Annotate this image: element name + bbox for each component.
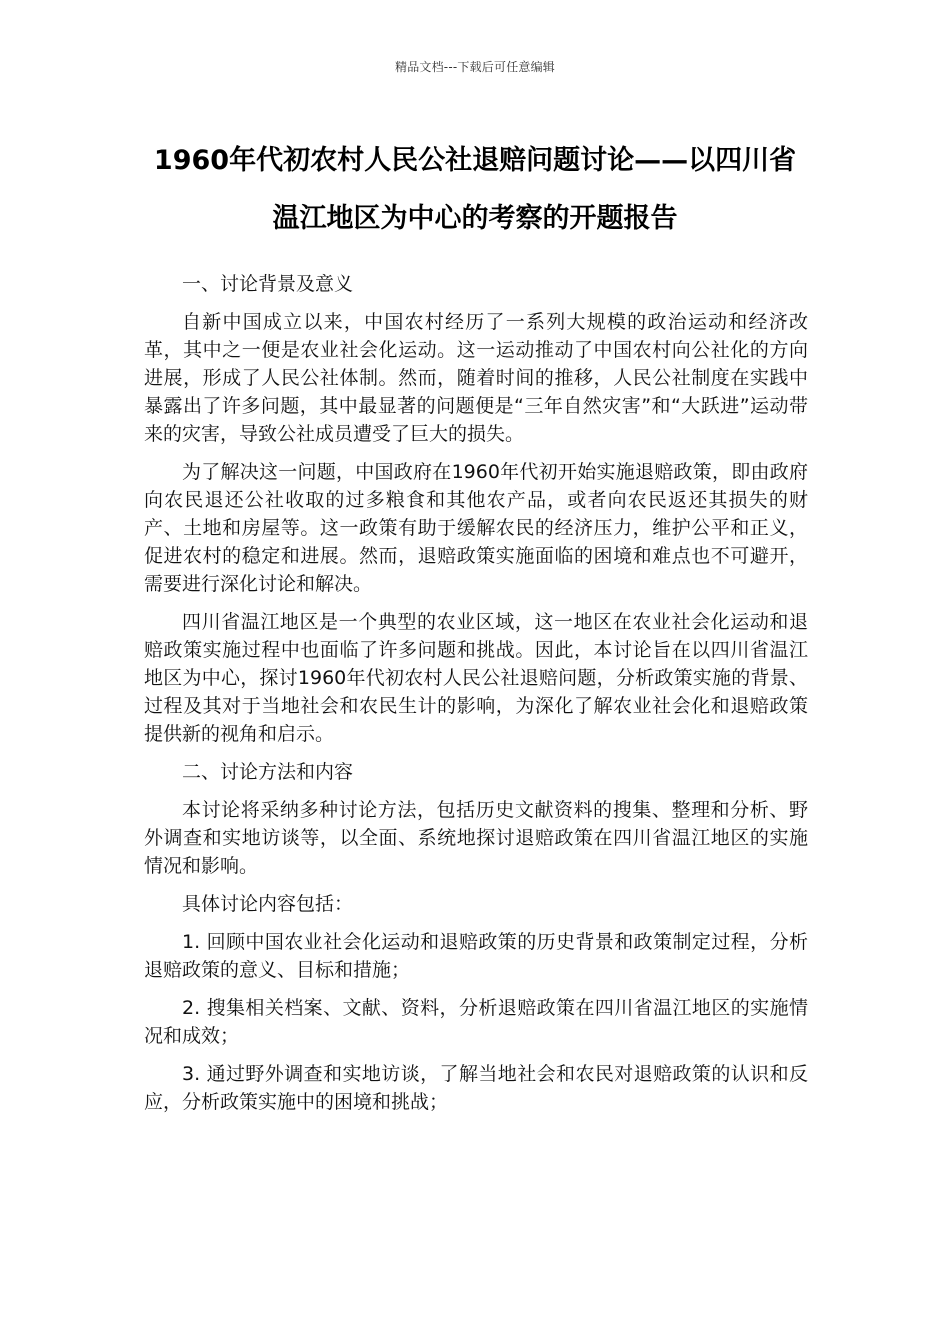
document-body xyxy=(144,270,808,1126)
paragraph: 具体讨论内容包括： xyxy=(182,893,354,915)
header-note: 精品文档---下载后可任意编辑 xyxy=(395,60,555,74)
section-heading-methods: 二、讨论方法和内容 xyxy=(182,761,354,783)
list-item: 1. 回顾中国农业社会化运动和退赔政策的历史背景和政策制定过程，分析退赔政策的意义、目标和措施； xyxy=(144,931,808,981)
paragraph: 本讨论将采纳多种讨论方法，包括历史文献资料的搜集、整理和分析、野外调查和实地访谈等，以全面、系统地探讨退赔政策在四川省温江地区的实施情况和影响。 xyxy=(144,799,808,877)
paragraph: 四川省温江地区是一个典型的农业区域，这一地区在农业社会化运动和退赔政策实施过程中也面临了许多问题和挑战。因此，本讨论旨在以四川省温江地区为中心，探讨1960年代初农村人民公社退赔问题，分析政策实施的背景、过程及其对于当地社会和农民生计的影响，为深化了解农业社会化和退赔政策提供新的视角和启示。 xyxy=(144,611,808,745)
section-heading-background: 一、讨论背景及意义 xyxy=(182,273,354,295)
paragraph: 为了解决这一问题，中国政府在1960年代初开始实施退赔政策，即由政府向农民退还公社收取的过多粮食和其他农产品，或者向农民返还其损失的财产、土地和房屋等。这一政策有助于缓解农民的经济压力，维护公平和正义，促进农村的稳定和进展。然而，退赔政策实施面临的困境和难点也不可避开，需要进行深化讨论和解决。 xyxy=(144,461,808,595)
list-item: 2. 搜集相关档案、文献、资料，分析退赔政策在四川省温江地区的实施情况和成效； xyxy=(144,997,808,1047)
paragraph: 自新中国成立以来，中国农村经历了一系列大规模的政治运动和经济改革，其中之一便是农业社会化运动。这一运动推动了中国农村向公社化的方向进展，形成了人民公社体制。然而，随着时间的推移，人民公社制度在实践中暴露出了许多问题，其中最显著的问题便是“三年自然灾害”和“大跃进”运动带来的灾害，导致公社成员遭受了巨大的损失。 xyxy=(144,311,809,445)
document-title: 1960年代初农村人民公社退赔问题讨论——以四川省温江地区为中心的考察的开题报告 xyxy=(153,145,797,234)
list-item: 3. 通过野外调查和实地访谈，了解当地社会和农民对退赔政策的认识和反应，分析政策实施中的困境和挑战； xyxy=(144,1063,808,1113)
